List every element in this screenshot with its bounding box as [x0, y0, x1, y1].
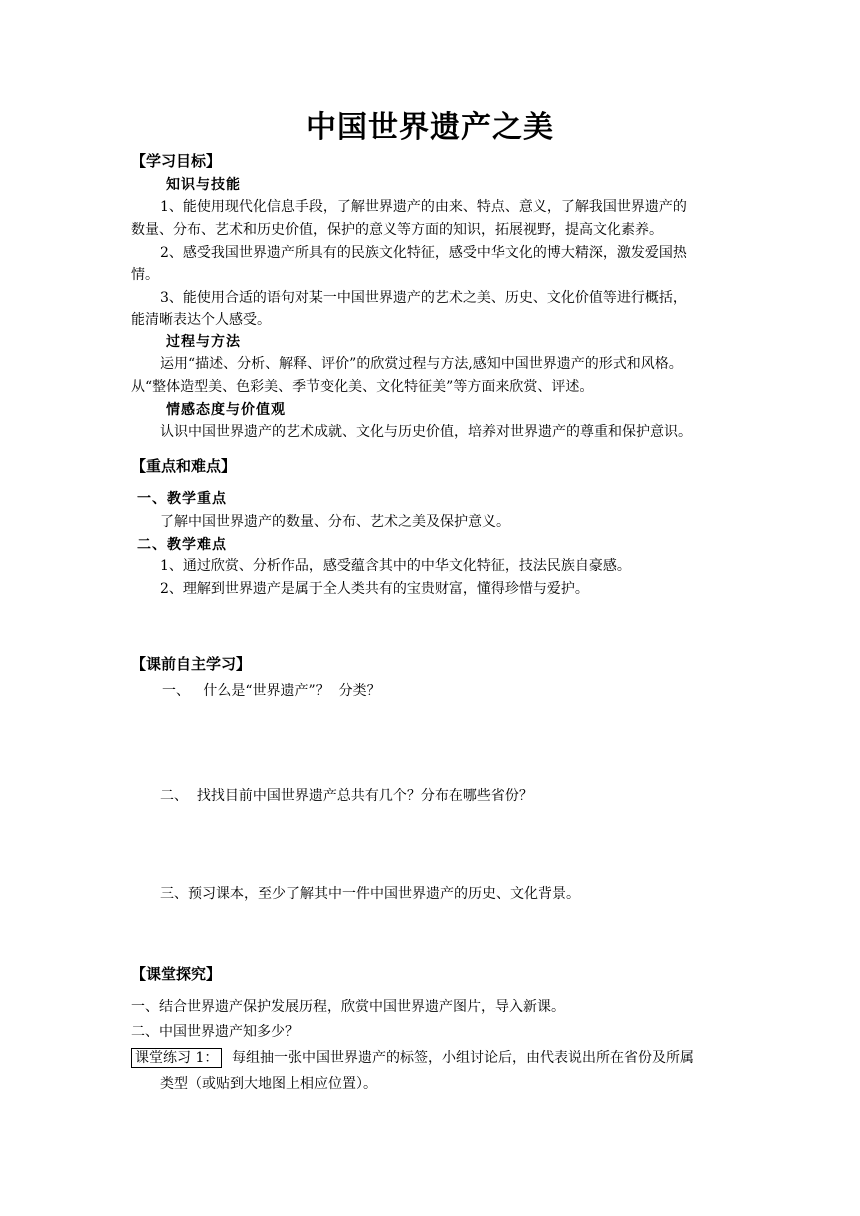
subheading-emotion: 情感态度与价值观: [166, 402, 286, 418]
paragraph-line: 2、感受我国世界遗产所具有的民族文化特征，感受中华文化的博大精深，激发爱国热: [160, 245, 687, 261]
preview-question: 一、 什么是“世界遗产”？ 分类？: [162, 683, 381, 699]
explore-item: 二、中国世界遗产知多少？: [131, 1024, 299, 1040]
paragraph-line: 了解中国世界遗产的数量、分布、艺术之美及保护意义。: [160, 514, 510, 530]
paragraph-line: 能清晰表达个人感受。: [131, 312, 271, 328]
subheading-process: 过程与方法: [166, 334, 241, 350]
paragraph-line: 运用“描述、分析、解释、评价”的欣赏过程与方法,感知中国世界遗产的形式和风格。: [160, 356, 683, 372]
paragraph-line: 1、能使用现代化信息手段，了解世界遗产的由来、特点、意义，了解我国世界遗产的: [160, 199, 687, 215]
paragraph-line: 从“整体造型美、色彩美、季节变化美、文化特征美”等方面来欣赏、评述。: [131, 379, 594, 395]
paragraph-line: 3、能使用合适的语句对某一中国世界遗产的艺术之美、历史、文化价值等进行概括，: [160, 290, 687, 306]
subheading-focus: 一、教学重点: [137, 491, 227, 507]
section-heading-preview: 【课前自主学习】: [131, 655, 252, 673]
subheading-difficulty: 二、教学难点: [137, 537, 227, 553]
document-title: 中国世界遗产之美: [306, 110, 554, 145]
section-heading-explore: 【课堂探究】: [131, 965, 222, 983]
paragraph-line: 1、通过欣赏、分析作品，感受蕴含其中的中华文化特征，技法民族自豪感。: [160, 558, 631, 574]
paragraph-line: 数量、分布、艺术和历史价值，保护的意义等方面的知识，拓展视野，提高文化素养。: [131, 222, 663, 238]
exercise-label-box: 课堂练习 1：: [131, 1048, 222, 1068]
paragraph-line: 每组抽一张中国世界遗产的标签，小组讨论后，由代表说出所在省份及所属: [232, 1050, 694, 1066]
section-heading-goals: 【学习目标】: [131, 152, 222, 170]
paragraph-line: 类型（或贴到大地图上相应位置）。: [160, 1076, 377, 1092]
explore-item: 一、结合世界遗产保护发展历程，欣赏中国世界遗产图片，导入新课。: [131, 999, 565, 1015]
section-heading-keypoints: 【重点和难点】: [131, 457, 237, 475]
paragraph-line: 2、理解到世界遗产是属于全人类共有的宝贵财富，懂得珍惜与爱护。: [160, 581, 589, 597]
paragraph-line: 认识中国世界遗产的艺术成就、文化与历史价值，培养对世界遗产的尊重和保护意识。: [160, 424, 692, 440]
subheading-knowledge: 知识与技能: [166, 177, 241, 193]
paragraph-line: 情。: [131, 267, 159, 283]
preview-question: 二、 找找目前中国世界遗产总共有几个？分布在哪些省份？: [160, 788, 533, 804]
preview-question: 三、预习课本，至少了解其中一件中国世界遗产的历史、文化背景。: [160, 886, 580, 902]
